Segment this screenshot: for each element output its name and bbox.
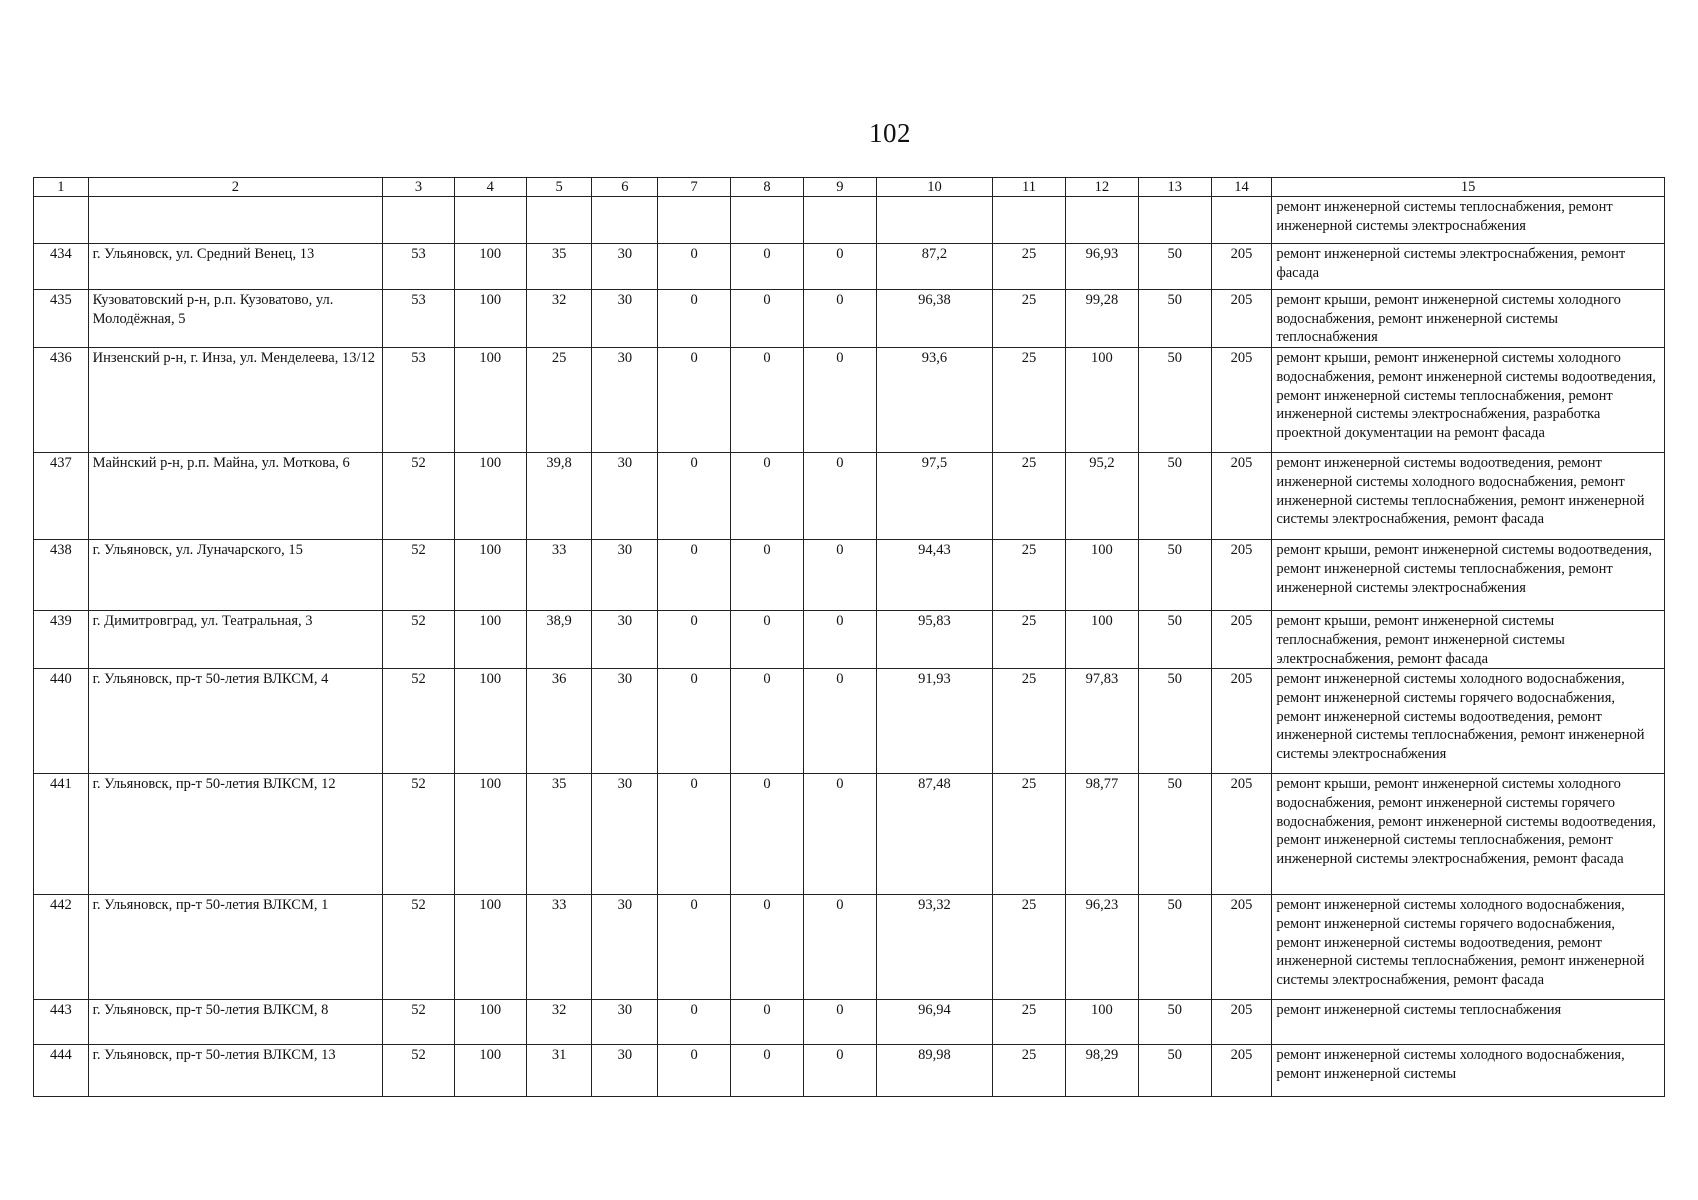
value-cell-8: 0 xyxy=(731,540,804,611)
address-cell: г. Ульяновск, пр-т 50-летия ВЛКСМ, 13 xyxy=(88,1045,382,1097)
row-number-cell: 437 xyxy=(34,453,89,540)
value-cell-10: 93,32 xyxy=(876,895,992,1000)
table-row xyxy=(34,540,1665,611)
column-number: 9 xyxy=(803,178,876,197)
address-cell: Инзенский р-н, г. Инза, ул. Менделеева, 13/12 xyxy=(88,348,382,453)
value-cell-3: 52 xyxy=(383,1045,455,1097)
table-row xyxy=(34,290,1665,348)
value-cell-11: 25 xyxy=(993,348,1066,453)
value-cell-11: 25 xyxy=(993,895,1066,1000)
value-cell-7: 0 xyxy=(658,453,731,540)
value-cell-11: 25 xyxy=(993,1000,1066,1045)
value-cell-5: 38,9 xyxy=(526,611,592,669)
value-cell-5: 39,8 xyxy=(526,453,592,540)
value-cell-7 xyxy=(658,197,731,244)
works-cell: ремонт инженерной системы холодного водоснабжения, ремонт инженерной системы горячего водоснабжения, ремонт инженерной системы водоотведения, ремонт инженерной системы теплоснабжения, ремонт инженерной системы электроснабжения xyxy=(1272,669,1665,774)
column-number: 7 xyxy=(658,178,731,197)
table-row xyxy=(34,348,1665,453)
row-number-cell: 436 xyxy=(34,348,89,453)
value-cell-14: 205 xyxy=(1211,669,1272,774)
value-cell-13 xyxy=(1138,197,1211,244)
value-cell-8 xyxy=(731,197,804,244)
value-cell-6: 30 xyxy=(592,348,658,453)
value-cell-6: 30 xyxy=(592,244,658,290)
value-cell-10: 97,5 xyxy=(876,453,992,540)
value-cell-10: 91,93 xyxy=(876,669,992,774)
table-row xyxy=(34,1000,1665,1045)
value-cell-14: 205 xyxy=(1211,1045,1272,1097)
address-cell: Кузоватовский р-н, р.п. Кузоватово, ул. Молодёжная, 5 xyxy=(88,290,382,348)
column-number-row xyxy=(34,178,1665,197)
value-cell-14: 205 xyxy=(1211,453,1272,540)
value-cell-5 xyxy=(526,197,592,244)
value-cell-13: 50 xyxy=(1138,244,1211,290)
value-cell-8: 0 xyxy=(731,1000,804,1045)
value-cell-7: 0 xyxy=(658,669,731,774)
address-cell: г. Ульяновск, ул. Средний Венец, 13 xyxy=(88,244,382,290)
value-cell-12: 100 xyxy=(1065,348,1138,453)
value-cell-7: 0 xyxy=(658,895,731,1000)
row-number-cell: 440 xyxy=(34,669,89,774)
address-cell: г. Ульяновск, пр-т 50-летия ВЛКСМ, 8 xyxy=(88,1000,382,1045)
works-cell: ремонт крыши, ремонт инженерной системы холодного водоснабжения, ремонт инженерной системы теплоснабжения xyxy=(1272,290,1665,348)
value-cell-9: 0 xyxy=(803,290,876,348)
works-cell: ремонт крыши, ремонт инженерной системы теплоснабжения, ремонт инженерной системы электроснабжения, ремонт фасада xyxy=(1272,611,1665,669)
value-cell-13: 50 xyxy=(1138,453,1211,540)
value-cell-8: 0 xyxy=(731,1045,804,1097)
value-cell-9 xyxy=(803,197,876,244)
value-cell-12 xyxy=(1065,197,1138,244)
value-cell-3: 52 xyxy=(383,774,455,895)
value-cell-4: 100 xyxy=(454,611,526,669)
value-cell-9: 0 xyxy=(803,774,876,895)
value-cell-11: 25 xyxy=(993,1045,1066,1097)
table-row xyxy=(34,197,1665,244)
column-number: 2 xyxy=(88,178,382,197)
value-cell-8: 0 xyxy=(731,348,804,453)
value-cell-4 xyxy=(454,197,526,244)
value-cell-4: 100 xyxy=(454,540,526,611)
value-cell-9: 0 xyxy=(803,895,876,1000)
value-cell-6: 30 xyxy=(592,895,658,1000)
value-cell-12: 96,23 xyxy=(1065,895,1138,1000)
value-cell-11: 25 xyxy=(993,244,1066,290)
value-cell-5: 31 xyxy=(526,1045,592,1097)
value-cell-3: 52 xyxy=(383,669,455,774)
address-cell xyxy=(88,197,382,244)
value-cell-8: 0 xyxy=(731,244,804,290)
value-cell-3: 52 xyxy=(383,895,455,1000)
value-cell-4: 100 xyxy=(454,244,526,290)
value-cell-9: 0 xyxy=(803,540,876,611)
value-cell-6: 30 xyxy=(592,540,658,611)
value-cell-8: 0 xyxy=(731,290,804,348)
value-cell-13: 50 xyxy=(1138,290,1211,348)
value-cell-11: 25 xyxy=(993,774,1066,895)
value-cell-10: 96,94 xyxy=(876,1000,992,1045)
address-cell: Майнский р-н, р.п. Майна, ул. Моткова, 6 xyxy=(88,453,382,540)
row-number-cell: 434 xyxy=(34,244,89,290)
value-cell-9: 0 xyxy=(803,611,876,669)
value-cell-7: 0 xyxy=(658,1045,731,1097)
value-cell-4: 100 xyxy=(454,774,526,895)
value-cell-5: 32 xyxy=(526,1000,592,1045)
table-row xyxy=(34,453,1665,540)
table-row xyxy=(34,669,1665,774)
works-cell: ремонт крыши, ремонт инженерной системы водоотведения, ремонт инженерной системы теплоснабжения, ремонт инженерной системы электроснабжения xyxy=(1272,540,1665,611)
value-cell-10: 93,6 xyxy=(876,348,992,453)
value-cell-13: 50 xyxy=(1138,611,1211,669)
value-cell-7: 0 xyxy=(658,348,731,453)
value-cell-5: 33 xyxy=(526,540,592,611)
value-cell-11: 25 xyxy=(993,453,1066,540)
value-cell-3: 53 xyxy=(383,348,455,453)
value-cell-14: 205 xyxy=(1211,244,1272,290)
works-cell: ремонт инженерной системы холодного водоснабжения, ремонт инженерной системы xyxy=(1272,1045,1665,1097)
value-cell-14: 205 xyxy=(1211,611,1272,669)
value-cell-9: 0 xyxy=(803,1000,876,1045)
value-cell-10: 89,98 xyxy=(876,1045,992,1097)
value-cell-7: 0 xyxy=(658,1000,731,1045)
value-cell-14: 205 xyxy=(1211,895,1272,1000)
register-table xyxy=(33,177,1665,1097)
value-cell-4: 100 xyxy=(454,895,526,1000)
value-cell-9: 0 xyxy=(803,244,876,290)
column-number: 1 xyxy=(34,178,89,197)
works-cell: ремонт крыши, ремонт инженерной системы холодного водоснабжения, ремонт инженерной системы горячего водоснабжения, ремонт инженерной системы водоотведения, ремонт инженерной системы теплоснабжения, ремонт инженерной системы электроснабжения, ремонт фасада xyxy=(1272,774,1665,895)
value-cell-5: 25 xyxy=(526,348,592,453)
value-cell-6: 30 xyxy=(592,611,658,669)
value-cell-3: 52 xyxy=(383,1000,455,1045)
value-cell-9: 0 xyxy=(803,348,876,453)
value-cell-9: 0 xyxy=(803,453,876,540)
register-body xyxy=(34,178,1665,1097)
value-cell-13: 50 xyxy=(1138,774,1211,895)
value-cell-10: 87,2 xyxy=(876,244,992,290)
address-cell: г. Ульяновск, пр-т 50-летия ВЛКСМ, 12 xyxy=(88,774,382,895)
column-number: 11 xyxy=(993,178,1066,197)
value-cell-8: 0 xyxy=(731,895,804,1000)
value-cell-11: 25 xyxy=(993,611,1066,669)
value-cell-13: 50 xyxy=(1138,1045,1211,1097)
value-cell-5: 32 xyxy=(526,290,592,348)
value-cell-9: 0 xyxy=(803,669,876,774)
value-cell-14: 205 xyxy=(1211,540,1272,611)
value-cell-3: 52 xyxy=(383,611,455,669)
table-row xyxy=(34,244,1665,290)
column-number: 10 xyxy=(876,178,992,197)
value-cell-4: 100 xyxy=(454,290,526,348)
value-cell-5: 35 xyxy=(526,774,592,895)
row-number-cell xyxy=(34,197,89,244)
works-cell: ремонт инженерной системы холодного водоснабжения, ремонт инженерной системы горячего водоснабжения, ремонт инженерной системы водоотведения, ремонт инженерной системы теплоснабжения, ремонт инженерной системы электроснабжения, ремонт фасада xyxy=(1272,895,1665,1000)
address-cell: г. Ульяновск, пр-т 50-летия ВЛКСМ, 4 xyxy=(88,669,382,774)
value-cell-4: 100 xyxy=(454,453,526,540)
value-cell-5: 35 xyxy=(526,244,592,290)
value-cell-7: 0 xyxy=(658,244,731,290)
works-cell: ремонт крыши, ремонт инженерной системы холодного водоснабжения, ремонт инженерной системы водоотведения, ремонт инженерной системы теплоснабжения, ремонт инженерной системы электроснабжения, разработка проектной документации на ремонт фасада xyxy=(1272,348,1665,453)
row-number-cell: 439 xyxy=(34,611,89,669)
value-cell-10: 94,43 xyxy=(876,540,992,611)
works-cell: ремонт инженерной системы электроснабжения, ремонт фасада xyxy=(1272,244,1665,290)
value-cell-3 xyxy=(383,197,455,244)
value-cell-6: 30 xyxy=(592,290,658,348)
works-cell: ремонт инженерной системы теплоснабжения xyxy=(1272,1000,1665,1045)
table-row xyxy=(34,611,1665,669)
value-cell-3: 53 xyxy=(383,290,455,348)
column-number: 14 xyxy=(1211,178,1272,197)
value-cell-12: 100 xyxy=(1065,1000,1138,1045)
value-cell-14 xyxy=(1211,197,1272,244)
value-cell-14: 205 xyxy=(1211,348,1272,453)
value-cell-12: 98,77 xyxy=(1065,774,1138,895)
value-cell-11: 25 xyxy=(993,290,1066,348)
column-number: 15 xyxy=(1272,178,1665,197)
value-cell-5: 33 xyxy=(526,895,592,1000)
value-cell-6: 30 xyxy=(592,1000,658,1045)
page-number: 102 xyxy=(869,118,911,148)
value-cell-14: 205 xyxy=(1211,1000,1272,1045)
value-cell-8: 0 xyxy=(731,669,804,774)
address-cell: г. Ульяновск, ул. Луначарского, 15 xyxy=(88,540,382,611)
value-cell-7: 0 xyxy=(658,290,731,348)
table-row xyxy=(34,895,1665,1000)
value-cell-6: 30 xyxy=(592,1045,658,1097)
value-cell-12: 97,83 xyxy=(1065,669,1138,774)
value-cell-8: 0 xyxy=(731,774,804,895)
column-number: 8 xyxy=(731,178,804,197)
row-number-cell: 444 xyxy=(34,1045,89,1097)
value-cell-6: 30 xyxy=(592,774,658,895)
value-cell-10 xyxy=(876,197,992,244)
value-cell-13: 50 xyxy=(1138,540,1211,611)
column-number: 3 xyxy=(383,178,455,197)
value-cell-13: 50 xyxy=(1138,348,1211,453)
column-number: 6 xyxy=(592,178,658,197)
value-cell-3: 52 xyxy=(383,540,455,611)
value-cell-13: 50 xyxy=(1138,1000,1211,1045)
value-cell-12: 100 xyxy=(1065,611,1138,669)
value-cell-12: 96,93 xyxy=(1065,244,1138,290)
value-cell-8: 0 xyxy=(731,453,804,540)
value-cell-4: 100 xyxy=(454,348,526,453)
value-cell-6 xyxy=(592,197,658,244)
value-cell-11 xyxy=(993,197,1066,244)
row-number-cell: 442 xyxy=(34,895,89,1000)
value-cell-9: 0 xyxy=(803,1045,876,1097)
row-number-cell: 441 xyxy=(34,774,89,895)
table-row xyxy=(34,774,1665,895)
value-cell-12: 98,29 xyxy=(1065,1045,1138,1097)
value-cell-4: 100 xyxy=(454,669,526,774)
value-cell-12: 95,2 xyxy=(1065,453,1138,540)
row-number-cell: 443 xyxy=(34,1000,89,1045)
value-cell-11: 25 xyxy=(993,669,1066,774)
value-cell-10: 96,38 xyxy=(876,290,992,348)
value-cell-8: 0 xyxy=(731,611,804,669)
row-number-cell: 435 xyxy=(34,290,89,348)
column-number: 12 xyxy=(1065,178,1138,197)
value-cell-7: 0 xyxy=(658,774,731,895)
value-cell-4: 100 xyxy=(454,1000,526,1045)
column-number: 5 xyxy=(526,178,592,197)
value-cell-12: 99,28 xyxy=(1065,290,1138,348)
value-cell-13: 50 xyxy=(1138,669,1211,774)
works-cell: ремонт инженерной системы теплоснабжения, ремонт инженерной системы электроснабжения xyxy=(1272,197,1665,244)
address-cell: г. Димитровград, ул. Театральная, 3 xyxy=(88,611,382,669)
value-cell-4: 100 xyxy=(454,1045,526,1097)
address-cell: г. Ульяновск, пр-т 50-летия ВЛКСМ, 1 xyxy=(88,895,382,1000)
value-cell-14: 205 xyxy=(1211,774,1272,895)
value-cell-7: 0 xyxy=(658,540,731,611)
row-number-cell: 438 xyxy=(34,540,89,611)
value-cell-7: 0 xyxy=(658,611,731,669)
value-cell-6: 30 xyxy=(592,669,658,774)
value-cell-10: 95,83 xyxy=(876,611,992,669)
value-cell-14: 205 xyxy=(1211,290,1272,348)
value-cell-10: 87,48 xyxy=(876,774,992,895)
value-cell-3: 53 xyxy=(383,244,455,290)
works-cell: ремонт инженерной системы водоотведения, ремонт инженерной системы холодного водоснабжения, ремонт инженерной системы теплоснабжения, ремонт инженерной системы электроснабжения, ремонт фасада xyxy=(1272,453,1665,540)
table-row xyxy=(34,1045,1665,1097)
column-number: 4 xyxy=(454,178,526,197)
value-cell-5: 36 xyxy=(526,669,592,774)
column-number: 13 xyxy=(1138,178,1211,197)
value-cell-6: 30 xyxy=(592,453,658,540)
value-cell-11: 25 xyxy=(993,540,1066,611)
value-cell-3: 52 xyxy=(383,453,455,540)
value-cell-12: 100 xyxy=(1065,540,1138,611)
value-cell-13: 50 xyxy=(1138,895,1211,1000)
